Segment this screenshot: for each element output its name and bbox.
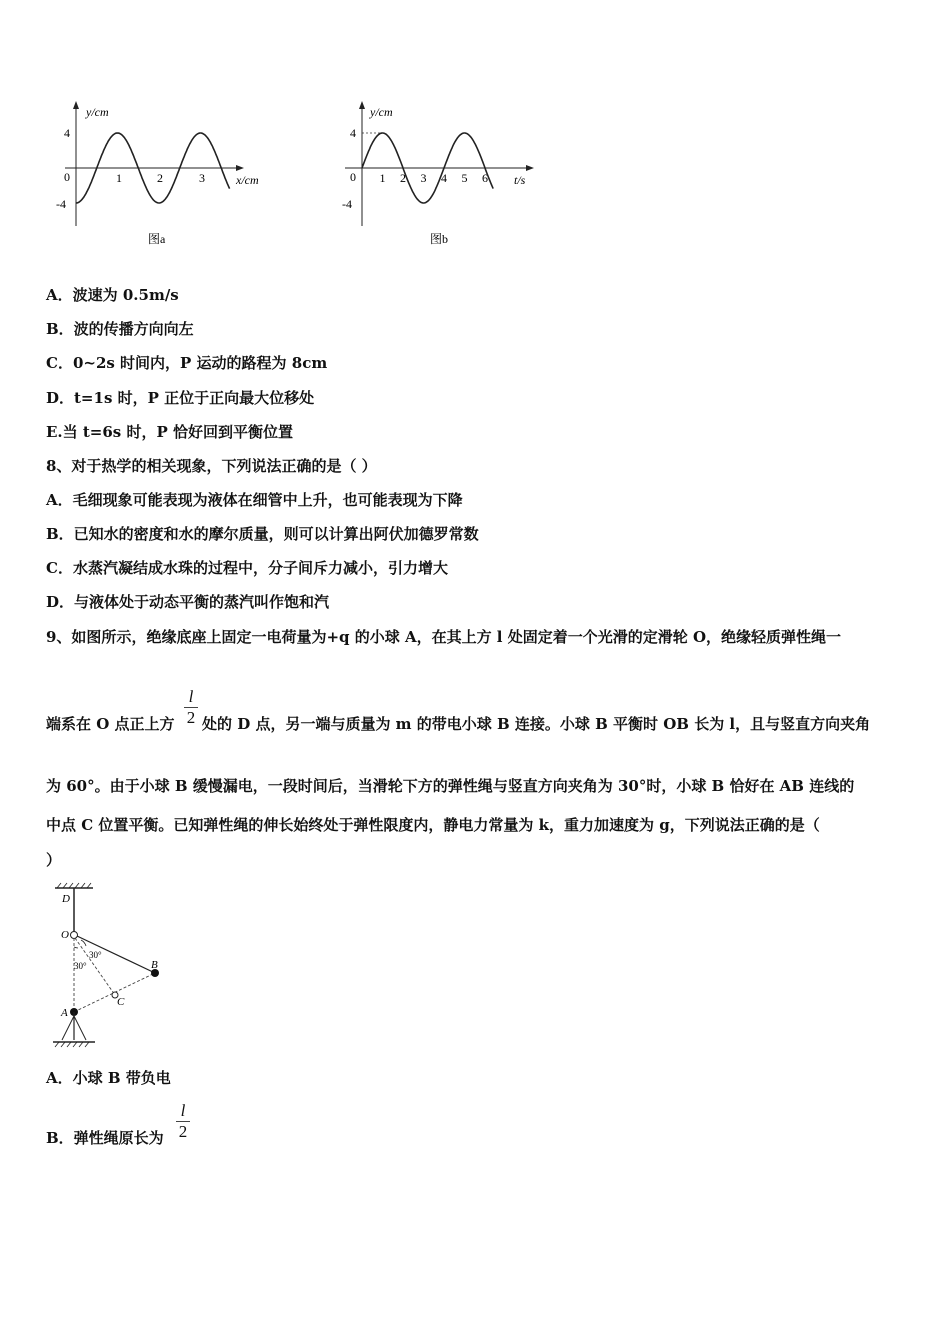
q9-fraction xyxy=(184,688,198,727)
angle-label-2: 30° xyxy=(74,961,87,971)
q8-option-a: A．毛细现象可能表现为液体在细管中上升，也可能表现为下降 xyxy=(46,491,463,509)
figure-a-caption: 图a xyxy=(148,232,166,246)
q9-stem-line5: ） xyxy=(46,851,62,869)
y-tick-4: 4 xyxy=(64,126,70,140)
angle-label-1: 30° xyxy=(89,950,102,960)
t-tick-3: 3 xyxy=(420,171,427,185)
y-tick-neg4: -4 xyxy=(342,197,352,211)
x-tick-3: 3 xyxy=(199,171,205,185)
x-tick-1: 1 xyxy=(116,171,122,185)
t-tick-4: 4 xyxy=(441,171,447,185)
label-a: A xyxy=(61,1007,68,1019)
y-tick-0: 0 xyxy=(350,170,356,184)
label-c: C xyxy=(117,996,125,1008)
q7-option-e: E.当 t=6s 时，P 恰好回到平衡位置 xyxy=(46,423,293,441)
stand-leg-right xyxy=(74,1016,86,1040)
label-o: O xyxy=(61,929,69,941)
q9-stem-line3: 为 60°。由于小球 B 缓慢漏电，一段时间后，当滑轮下方的弹性绳与竖直方向夹角为 30°时，小球 B 恰好在 AB 连线的 xyxy=(46,777,855,795)
y-axis-label: y/cm xyxy=(86,105,109,119)
q8-stem: 8、对于热学的相关现象，下列说法正确的是（ ） xyxy=(46,457,377,475)
q7-option-d: D．t=1s 时，P 正位于正向最大位移处 xyxy=(46,389,315,407)
t-axis-label: t/s xyxy=(514,173,526,187)
fraction-numerator: l xyxy=(188,687,194,706)
q9-option-b-fraction xyxy=(176,1102,190,1141)
q7-option-b: B．波的传播方向向左 xyxy=(46,320,194,338)
y-tick-neg4: -4 xyxy=(56,197,66,211)
figure-b-caption: 图b xyxy=(430,232,449,246)
q9-option-a: A．小球 B 带负电 xyxy=(46,1069,171,1087)
y-axis-label: y/cm xyxy=(370,105,393,119)
figure-a-wave-graph xyxy=(50,98,280,253)
stand-leg-left xyxy=(62,1016,74,1040)
figure-b-vibration-graph xyxy=(330,98,550,253)
x-axis-label: x/cm xyxy=(236,173,259,187)
q8-option-c: C．水蒸汽凝结成水珠的过程中，分子间斥力减小，引力增大 xyxy=(46,559,448,577)
q9-stem-line1: 9、如图所示，绝缘底座上固定一电荷量为+q 的小球 A，在其上方 l 处固定着一个光滑的定滑轮 O，绝缘轻质弹性绳一 xyxy=(46,628,842,646)
fraction-numerator: l xyxy=(180,1101,186,1120)
q8-option-b: B．已知水的密度和水的摩尔质量，则可以计算出阿伏加德罗常数 xyxy=(46,525,479,543)
x-axis-arrow xyxy=(236,165,244,171)
q9-pulley-figure xyxy=(45,880,185,1055)
y-tick-4: 4 xyxy=(350,126,356,140)
q9-stem-line4: 中点 C 位置平衡。已知弹性绳的伸长始终处于弹性限度内，静电力常量为 k，重力加速度为 g，下列说法正确的是（ xyxy=(46,816,820,834)
fraction-denominator: 2 xyxy=(186,708,196,727)
pulley-o xyxy=(71,932,78,939)
q9-stem-line2-part2: 处的 D 点，另一端与质量为 m 的带电小球 B 连接。小球 B 平衡时 OB 长为 l，且与竖直方向夹角 xyxy=(202,715,871,733)
q7-option-c: C．0~2s 时间内，P 运动的路程为 8cm xyxy=(46,354,328,372)
t-tick-1: 1 xyxy=(379,171,386,185)
angle-arc-1 xyxy=(81,940,86,946)
t-tick-6: 6 xyxy=(482,171,488,185)
y-axis-arrow xyxy=(359,101,365,109)
t-axis-arrow xyxy=(526,165,534,171)
label-b: B xyxy=(151,959,158,971)
q9-option-b: B．弹性绳原长为 xyxy=(46,1129,164,1147)
q9-stem-line2-part1: 端系在 O 点正上方 xyxy=(46,715,175,733)
y-tick-0: 0 xyxy=(64,170,70,184)
y-axis-arrow xyxy=(73,101,79,109)
q7-option-a: A．波速为 0.5m/s xyxy=(46,286,179,304)
fraction-denominator: 2 xyxy=(178,1122,188,1141)
t-tick-5: 5 xyxy=(461,171,468,185)
angle-arc-2 xyxy=(74,947,78,948)
t-tick-2: 2 xyxy=(400,171,406,185)
q8-option-d: D．与液体处于动态平衡的蒸汽叫作饱和汽 xyxy=(46,593,330,611)
label-d: D xyxy=(62,893,70,905)
x-tick-2: 2 xyxy=(157,171,163,185)
